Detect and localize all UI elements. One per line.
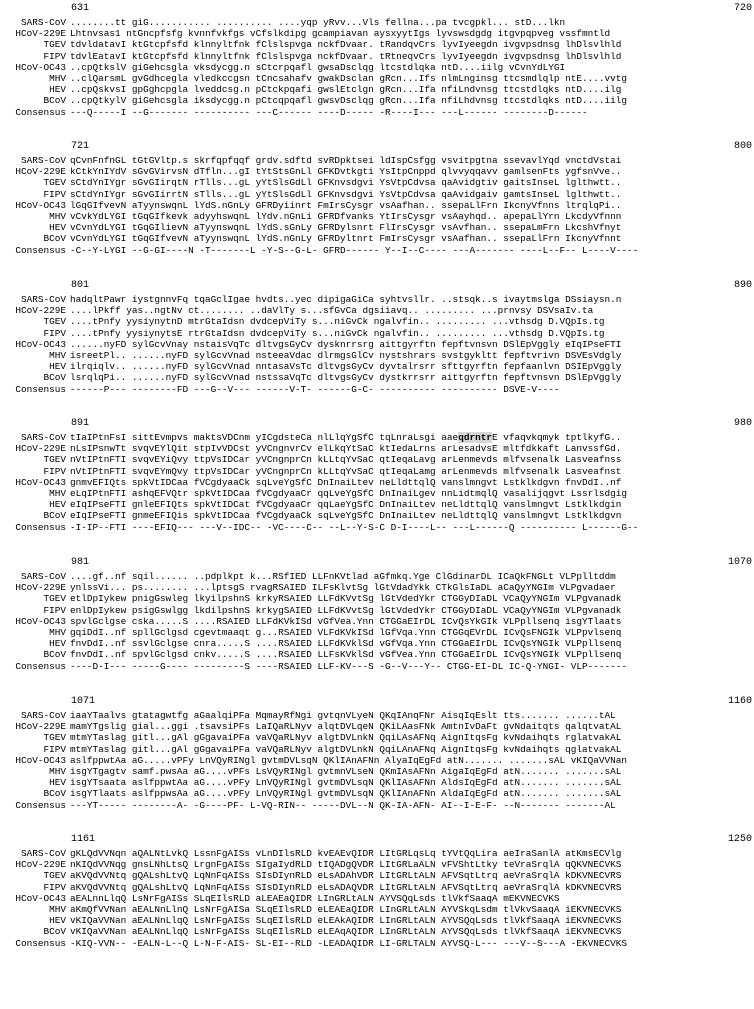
sequence-text: -KIQ-VVN-- -EALN-L--Q L-N-F-AIS- SL-EI--RLD -LEADAQIDR LI-GRLTALN AYVSQ-L--- ---V--S---A -EKVNECVKS [70,937,627,949]
sequence-name: HCoV-229E [15,28,66,40]
sequence-text: vKIQaVVNan aEALNnLlqQ LsNrFgAISs SLqEIlsRLD eLEAqAQIDR LInGRLtALN AYVSQqLsds tlVkfSaaqA iEKVNECVKS [70,926,622,938]
block-end-position: 890 [733,280,752,291]
alignment-block [0,834,754,949]
sequence-text: ..clQarsmL gvGdhcegla vledkccgsn tCncsahafv gwakDsclan gRcn...Ifs nlmLnginsg ttcsmdlqlp ntE....vvtg [70,73,627,84]
sequence-row [0,305,754,316]
block-end-position: 980 [733,418,752,429]
sequence-row [0,432,754,443]
sequence-row [0,222,754,233]
sequence-name: HEV [49,84,66,96]
sequence-text: isreetPl.. ......nyFD sylGcvVnad nsteeaVdac dlrmgsGlCv nystshrars svstgykltt fepftvrivn DSVEsVdgly [70,350,622,361]
sequence-text: mamYTgslig gial...ggi .tsavsiPFs LaIQaRLNyv alqtDVLqeN QKiLAasFNk AmtnIvDaFt gvNdaitqts qalqtvatAL [70,721,622,733]
sequence-text: aslfppwtAa aG.....vPFy LnVQyRINgl gvtmDVLsqN QKlIAnAFNn AlyaIqEgFd atN....... .......sAL vKIQaVVNan [70,754,627,766]
sequence-name: HEV [49,361,66,373]
sequence-text: fnvDdI..nf spvlGclgsd cnkv.....S ....RSAIED LLFsKVklSd vGfVea.Ynn CTGGaEIrDL ICvQsYNGIk VLPpllsenq [70,649,622,661]
sequence-name: FIPV [43,743,66,755]
sequence-name: HEV [49,638,66,650]
consensus-row [0,661,754,672]
sequence-row [0,189,754,200]
sequence-row [0,51,754,62]
sequence-name: HEV [49,222,66,234]
block-end-position: 800 [733,141,752,152]
sequence-text: mtmYTaslag gitl...gAl gGgavaiPFa vaVQaRLNyv algtDVLnkN QqiLAsAFNq AignItqsFg kvNdaihqts rglatvakAL [70,732,622,744]
sequence-row [0,593,754,604]
sequence-name: TGEV [43,454,66,466]
sequence-row [0,73,754,84]
sequence-name: HCoV-OC43 [15,892,66,904]
sequence-row [0,62,754,73]
sequence-name: HCoV-229E [15,305,66,317]
sequence-text: isgYTgagtv samf.pwsAa aG....vPFs LsVQyRINgl gvtmnVLseN QKmIAsAFNn AigaIqEgFd atN....... .......sAL [70,766,622,777]
sequence-text: gqiDdI..nf spllGclgsd cgevtmaaqt g...RSAIED VLFdKVkISd lGfVqa.Ynn CTGGqEVrDL ICvQsFNGIk VLPpvlsenq [70,627,622,638]
sequence-name: MHV [49,350,66,361]
sequence-name: Consensus [15,660,66,672]
alignment-block [0,3,754,118]
highlighted-motif: qdrntr [458,432,492,443]
sequence-text [70,432,621,443]
sequence-name: Consensus [15,383,66,395]
sequence-name: TGEV [43,732,66,744]
sequence-name: MHV [49,211,66,222]
sequence-name: HEV [49,499,66,511]
consensus-row [0,107,754,118]
sequence-name: FIPV [43,327,66,339]
sequence-text: tdvldatavI ktGtcpfsfd klnnyltfnk fClslspvga nckfDvaar. tRandqvCrs lyvIyeegdn ivgvpsdnsg lhDlsvlhld [70,39,622,51]
block-start-position: 1161 [71,834,96,845]
sequence-name: TGEV [43,39,66,51]
sequence-text: ---Q-----I --G------- ---------- ---C------ ----D----- -R----I--- ---L------ --------D------ [70,106,588,118]
sequence-name: SARS-CoV [20,155,66,166]
sequence-segment: E vfaqvkqmyk tptlkyfG.. [491,432,622,443]
sequence-row [0,926,754,937]
sequence-text: nVtIPtnFTI svqvEYiQvy ttpVsIDCar yVCngnprCn kLLtqYvSaC qtIeqaLavg arLenmevds mlfvsenalk Lasveafnss [70,454,622,466]
sequence-name: HCoV-OC43 [15,199,66,211]
sequence-row [0,350,754,361]
block-start-position: 1071 [71,696,96,707]
sequence-row [0,361,754,372]
sequence-text: isgYTsaata aslfppwtAa aG....vPFy LnVQyRINgl gvtmDVLsqN QKlIAsAFNn AldsIqEgFd atN....... .......sAL [70,777,622,789]
sequence-name: MHV [49,627,66,638]
sequence-text: enlDpIykew psigGswlgg lkdilpshnS krkygSAIED LLFdKVvtSg lGtVdedYkr CTGGyDIaDL VCaQyYNGIm VLPgvanadk [70,604,622,616]
sequence-text: qCvnFnfnGL tGtGVltp.s skrfqpfqqf grdv.sdftd svRDpktsei ldIspCsfgg vsvitpgtna ssevavlYqd vnctdVstai [70,155,622,166]
alignment-block [0,696,754,811]
consensus-row [0,384,754,395]
sequence-text: ....lPkff yas..ngtNv ct........ ..daVlTy s...sfGvCa dgsiiavq.. ......... ...prnvsy DSVsaIv.ta [70,305,594,317]
sequence-text: eIqIPseFTI gnleEFIQts spkVtIDCat fVCgdyaaCr qqLaeYgSfC DnInaiLtev neLldttqlQ vanslmngvt Lstklkdgin [70,499,622,511]
sequence-row [0,788,754,799]
sequence-text: ......nyFD sylGcvVnay nstaisVqTc dltvgsGyCv dysknrrsrg aittgyrftn fepftvnsvn DSlEpVggly eIqIPseFTI [70,338,622,350]
sequence-name: TGEV [43,177,66,189]
sequence-text: sCtdYnIYgr sGvGIirqtN rTlls...gL yYtSlsGdLl GFKnvsdgvi YsVtpCdvsa qaAvidgtiv gaitsInseL lglthwtt.. [70,177,622,189]
sequence-name: SARS-CoV [20,571,66,582]
sequence-row [0,177,754,188]
sequence-row [0,443,754,454]
sequence-text: vCvnYdLYGI tGqGIlievN aTyynswqnL lYdS.sGnLy GFRDylsnrt FlIrsCysgr vsAvfhan.. ssepaLmFrn LkcshVfnyt [70,222,622,234]
sequence-text: iaaYTaalvs gtatagwtfg aGaalqiPFa MqmayRfNgi gvtqnVLyeN QKqIAnqFNr AisqIqEslt tts....... ......tAL [70,710,616,721]
sequence-name: FIPV [43,881,66,893]
sequence-text: gnmvEFIQts spkVtIDCaa fVCgdyaaCk sqLveYgSfC DnInaiLtev neLldttqlQ vanslmngvt Lstklkdgvn fnvDdI..nf [70,476,622,488]
sequence-row [0,721,754,732]
sequence-row [0,649,754,660]
sequence-text: mtmYTaslag gitl...gAl gGgavaiPFa vaVQaRLNyv algtDVLnkN QqiLAnAFNq AignItqsFg kvNdaihqts qglatvakAL [70,743,622,755]
sequence-row [0,316,754,327]
sequence-name: HCoV-OC43 [15,754,66,766]
sequence-text: ....gf..nf sqil...... ..pdplkpt k...RSfIED LLFnKVtlad aGfmkq.Yge ClGdinarDL ICaQkFNGLt VLPplltddm [70,571,616,582]
sequence-text: ..cpQtkslV giGehcsgla vksdycgg.n sCtcrpqafl gwsaDsclqg ltcstdlqka ntD....iilg vCvnYdLYGI [70,61,566,73]
sequence-name: FIPV [43,188,66,200]
sequence-text: lsrqlqPi.. ......nyFD sylGcvVnad nstssaVqTc dltvgsGyCv dystkrrsrr aittgyrftn fepftvnsvn DSlEpVggly [70,372,622,384]
sequence-text: aKVQdVVNtq gQALshLtvQ LqNnFqAISs SIsDIynRLD eLsADAQVDR LItGRLtALN AFVSqtLtrq aeVraSrqlA kDKVNECVRS [70,881,622,893]
sequence-row [0,466,754,477]
sequence-row [0,710,754,721]
sequence-name: TGEV [43,316,66,328]
sequence-text: hadqltPawr iystgnnvFq tqaGclIgae hvdts..yec dipigaGiCa syhtvsllr. ..stsqk..s ivaytmslga DSsiaysn.n [70,294,622,305]
block-start-position: 801 [71,280,90,291]
sequence-name: TGEV [43,593,66,605]
sequence-name: BCoV [43,372,66,384]
sequence-text: -I-IP--FTI ----EFIQ--- ---V--IDC-- -VC----C-- --L--Y-S-C D-I----L-- ---L------Q ---------- L------G-- [70,521,639,533]
sequence-text: vCvkYdLYGI tGqGIfkevk adyyhswqnL lYdv.nGnLi GFRDfvanks YtIrsCysgr vsAayhqd.. apepaLlYrn LkcdyVfnnn [70,211,622,222]
sequence-segment: tIaIPtnFsI sittEvmpvs maktsVDCnm yICgdsteCa nlLlqYgSfC tqLnraLsgi aae [70,432,459,443]
sequence-row [0,84,754,95]
sequence-name: BCoV [43,788,66,800]
sequence-row [0,454,754,465]
sequence-name: FIPV [43,50,66,62]
block-end-position: 1070 [727,557,752,568]
sequence-text: kCtkYnIYdV sGvGVirvsN dTfln...gI tYtStsGnLl GFKDvtkgti YsItpCnppd qlvvyqqavv gamlsenFts ygfsnVve.. [70,166,622,178]
sequence-text: ynlssVi... ps........ ...lptsgS rvagRSAIED ILFsKlvtSg lGtVdadYkk CTkGlsIaDL aCaQyYNGIm VLPgvadaer [70,582,616,594]
sequence-row [0,28,754,39]
block-end-position: 720 [733,3,752,14]
sequence-name: BCoV [43,95,66,107]
sequence-row [0,339,754,350]
sequence-name: Consensus [15,244,66,256]
block-end-position: 1250 [727,834,752,845]
sequence-row [0,372,754,383]
sequence-text: ----D-I--- -----G---- ---------S ----RSAIED LLF-KV---S -G--V---Y-- CTGG-EI-DL IC-Q-YNGI- VLP------- [70,660,627,672]
sequence-row [0,744,754,755]
sequence-text: eIqIPseFTI gnmeEFIQis spkVtIDCaa fVCgdyaaCk sqLveYgSfC DnInaiLtev neLldttqlQ vanslmngvt Lstklkdgvn [70,510,622,522]
sequence-name: MHV [49,488,66,499]
sequence-name: SARS-CoV [20,848,66,859]
sequence-text: Lhtnvsas1 ntGncpfsfg kvnnfvkfgs vCfslkdipg gcampiavan aysxyytIgs lyvswsdgdg itgvpqpveg vssfmntld [70,28,611,40]
sequence-name: HEV [49,915,66,927]
sequence-name: FIPV [43,604,66,616]
sequence-text: aEALnnLlqQ LsNrFgAISs SLqEIlsRLD aLEAEaQIDR LInGRLtALN AYVSQqLsds tlVkfSaaqA mEKVNECVKS [70,892,560,904]
sequence-row [0,848,754,859]
consensus-row [0,800,754,811]
sequence-row [0,233,754,244]
sequence-name: HCoV-OC43 [15,338,66,350]
sequence-row [0,499,754,510]
sequence-row [0,488,754,499]
sequence-row [0,882,754,893]
sequence-row [0,870,754,881]
sequence-text: ilrqiqlv.. ......nyFD sylGcvVnad nntasaVsTc dltvgsGyCv dyvtalrsrr sfttgyrftn fepfaanlvn DSIEpVggly [70,361,622,373]
sequence-text: ....tPnfy yysiynytnD mtrGtaIdsn dvdcepViTy s...niGvCk ngalvfin.. ......... ...vthsdg D.VQpIs.tg [70,316,605,328]
sequence-name: HCoV-OC43 [15,61,66,73]
sequence-text: aKmQfVVNan aEALNnLlnQ LsNrFgAISa SLqEIlsRLD eLEAEaQIDR LInGRLtALN AYVSkqLsdm tlVkvSaaqA iEKVNECVKS [70,904,622,915]
sequence-text: gKLQdVVNqn aQALNtLvkQ LssnFgAISs vLnDIlsRLD kvEAEvQIDR LItGRLqsLq tYVtQqLira aeIraSanlA atKmsECVlg [70,848,622,859]
sequence-text: ..cpQskvsI gpGghcpgla lveddcsg.n pCtckpqafi gwslEtclgn gRcn...Ifa nfiLndvnsg ttcstdlqks ntD....ilg [70,84,622,96]
sequence-row [0,571,754,582]
sequence-row [0,777,754,788]
sequence-row [0,904,754,915]
sequence-row [0,893,754,904]
sequence-row [0,39,754,50]
sequence-name: HCoV-229E [15,582,66,594]
sequence-row [0,95,754,106]
sequence-row [0,616,754,627]
sequence-text: aKVQdVVNtq gQALshLtvQ LqNnFqAISs SIsDIynRLD eLsADAhVDR LItGRLtALN AFVSqtLtrq aeVraSrqlA kDKVNECVRS [70,870,622,882]
sequence-row [0,755,754,766]
sequence-name: HCoV-229E [15,166,66,178]
sequence-text: ........tt giG........... .......... ....yqp yRvv...Vls fellna...pa tvcgpkl... stD...lkn [70,17,566,28]
sequence-name: TGEV [43,870,66,882]
sequence-row [0,638,754,649]
sequence-text: ..cpQtkylV giGehcsgla iksdycgg.n pCtcqpqafl gwsvDsclqg gRcn...Ifa nfiLhdvnsg ttcstdlqks ntD....iilg [70,95,627,107]
sequence-row [0,605,754,616]
sequence-name: HCoV-229E [15,859,66,871]
sequence-name: Consensus [15,106,66,118]
sequence-text: eLqIPtnFTI ashqEFVQtr spkVtIDCaa fVCgdyaaCr qqLveYgSfC DnInaiLgev nnLidtmqlQ vasalijqgvt Lssrlsdgig [70,488,627,499]
sequence-text: nVtIPtnFTI svqvEYmQvy ttpVsIDCar yVCngnprCn kLLtqYvSaC qtIeqaLamg arLenmevds mlfvsenalk Lasveafnst [70,465,622,477]
block-start-position: 891 [71,418,90,429]
sequence-row [0,859,754,870]
sequence-text: fnvDdI..nf ssvlGclgse cnra.....S ....RSAIED LLFdKVklSd vGfVqa.Ynn CTGGaEIrDL ICvQsYNGIk VLPpllsenq [70,638,622,650]
sequence-name: BCoV [43,926,66,938]
sequence-name: SARS-CoV [20,710,66,721]
sequence-name: SARS-CoV [20,432,66,443]
sequence-name: Consensus [15,937,66,949]
sequence-name: BCoV [43,649,66,661]
sequence-name: HCoV-OC43 [15,615,66,627]
sequence-row [0,294,754,305]
sequence-name: MHV [49,904,66,915]
sequence-name: HEV [49,777,66,789]
sequence-row [0,211,754,222]
sequence-name: HCoV-229E [15,721,66,733]
sequence-name: HCoV-229E [15,443,66,455]
sequence-text: spvlGclgse cska.....S ....RSAIED LLFdKVkISd vGfVea.Ynn CTGGaEIrDL ICvQsYkGIk VLPpllsenq isgYTlaats [70,615,622,627]
consensus-row [0,245,754,256]
sequence-name: FIPV [43,465,66,477]
sequence-row [0,627,754,638]
sequence-text: -C--Y-LYGI --G-GI----N -T-------L -Y-S--G-L- GFRD------ Y--I--C---- ---A------- ----L--F-- L----V---- [70,244,639,256]
sequence-row [0,510,754,521]
sequence-row [0,166,754,177]
sequence-row [0,766,754,777]
sequence-text: nLsIPsnwTt svqvEYlQit stpIvVDCst yVCngnvrCv elLkqYtSaC ktIedaLrns arLesadvsE mltfdkkaft LanvssfGd. [70,443,622,455]
sequence-text: vCvnYdLYGI tGqGIfvevN aTyynswqnL lYdS.nGnLy GFRDyltnrt FmIrsCysgr vsAafhan.. ssepaLlFrn IkcnyVfnnt [70,233,622,245]
sequence-text: ....tPnfy yysiynytsE rtrGtaIdsn dvdcepViTy s...niGvCk ngalvfin.. ......... ...vthsdg D.VQpIs.tg [70,327,605,339]
sequence-text: tdvlEatavI ktGtcpfsfd klnnyltfnk fClslspvga nckfDvaar. tRtneqvCrs lyvIyeegdn ivgvpsdnsg lhDlsvlhld [70,50,622,62]
sequence-row [0,582,754,593]
consensus-row [0,522,754,533]
sequence-name: Consensus [15,799,66,811]
sequence-row [0,477,754,488]
sequence-name: MHV [49,73,66,84]
sequence-name: MHV [49,766,66,777]
sequence-row [0,155,754,166]
sequence-text: ---YT----- --------A- -G----PF- L-VQ-RIN-- -----DVL--N QK-IA-AFN- AI--I-E-F- --N------- -------AL [70,799,616,811]
sequence-name: SARS-CoV [20,294,66,305]
sequence-name: HCoV-OC43 [15,476,66,488]
sequence-text: ------P--- --------FD ---G--V--- ------V-T- ------G-C- ---------- ---------- DSVE-V---- [70,383,560,395]
sequence-row [0,732,754,743]
sequence-text: sCtdYnIYgr sGvGIirrtN sTlls...gL yYtSlsGdLl GFKnvsdgvi YsVtpCdvsa qaAvidgaiv gamtsInseL lglthwtt.. [70,188,622,200]
alignment-block [0,418,754,533]
block-end-position: 1160 [727,696,752,707]
alignment-block [0,557,754,672]
sequence-name: Consensus [15,521,66,533]
consensus-row [0,938,754,949]
sequence-name: SARS-CoV [20,17,66,28]
sequence-name: BCoV [43,233,66,245]
sequence-text: nKIQdVVNqg gnsLNhLtsQ LrgnFgAISs SIgaIydRLD tIQADgQVDR LItGRLaALN vFVShtLtky teVraSrqlA qQKVNECVKS [70,859,622,871]
sequence-text: etlDpIykew pnigGswleg lkyilpshnS krkyRSAIED LLFdKVvtSg lGtVdedYkr CTGGyDIaDL VCaQyYNGIm VLPgvanadk [70,593,622,605]
sequence-text: lGqGIfvevN aTyynswqnL lYdS.nGnLy GFRDyiinrt FmIrsCysgr vsAafhan.. ssepaLlFrn IkcnyVfnns ltrqlqPi.. [70,199,622,211]
alignment-block [0,141,754,256]
sequence-text: isgYTlaats aslfppwsAa aG....vPFy LnVQyRINgl gvtmDVLsqN QKlIAnAFNn AldaIqEgFd atN....... .......sAL [70,788,622,800]
sequence-row [0,915,754,926]
alignment-block [0,280,754,395]
block-start-position: 981 [71,557,90,568]
sequence-row [0,328,754,339]
sequence-row [0,17,754,28]
sequence-row [0,200,754,211]
block-start-position: 721 [71,141,90,152]
sequence-text: vKIQaVVNan aEALNnLlqQ LsNrFgAISs SLqEIlsRLD eLEAkAQIDR LInGRLtALN AYVSQqLsds tlVkfSaaqA iEKVNECVKS [70,915,622,927]
block-start-position: 631 [71,3,90,14]
sequence-name: BCoV [43,510,66,522]
